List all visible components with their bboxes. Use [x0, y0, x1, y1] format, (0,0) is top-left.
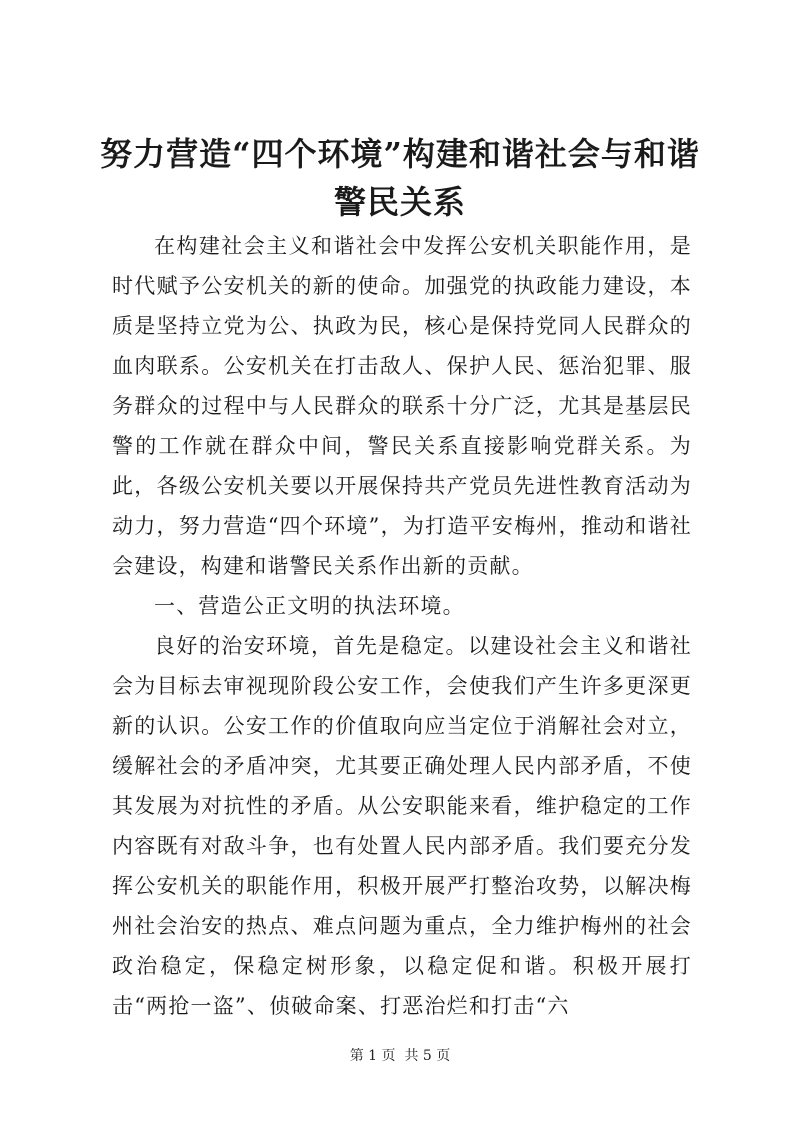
page-number-label: 第 1 页 共 5 页 [349, 1048, 451, 1064]
paragraph-intro: 在构建社会主义和谐社会中发挥公安机关职能作用，是时代赋予公安机关的新的使命。加强党的执政能力建设，本质是坚持立党为公、执政为民，核心是保持党同人民群众的血肉联系。公安机关在打击敌人、保护人民、惩治犯罪、服务群众的过程中与人民群众的联系十分广泛，尤其是基层民警的工作就在群众中间，警民关系直接影响党群关系。为此，各级公安机关要以开展保持共产党员先进性教育活动为动力，努力营造“四个环境”，为打造平安梅州，推动和谐社会建设，构建和谐警民关系作出新的贡献。 [112, 234, 692, 578]
page-footer [0, 1046, 800, 1066]
document-body [112, 226, 692, 1026]
paragraph-section-1: 良好的治安环境，首先是稳定。以建设社会主义和谐社会为目标去审视现阶段公安工作，会使我们产生许多更深更新的认识。公安工作的价值取向应当定位于消解社会对立，缓解社会的矛盾冲突，尤其要正确处理人民内部矛盾，不使其发展为对抗性的矛盾。从公安职能来看，维护稳定的工作内容既有对敌斗争，也有处置人民内部矛盾。我们要充分发挥公安机关的职能作用，积极开展严打整治攻势，以解决梅州社会治安的热点、难点问题为重点，全力维护梅州的社会政治稳定，保稳定树形象，以稳定促和谐。积极开展打击“两抢一盗”、侦破命案、打恶治烂和打击“六 [112, 634, 692, 1018]
document-title: 努力营造“四个环境”构建和谐社会与和谐警民关系 [100, 135, 700, 221]
section-heading-1: 一、营造公正文明的执法环境。 [154, 594, 465, 618]
